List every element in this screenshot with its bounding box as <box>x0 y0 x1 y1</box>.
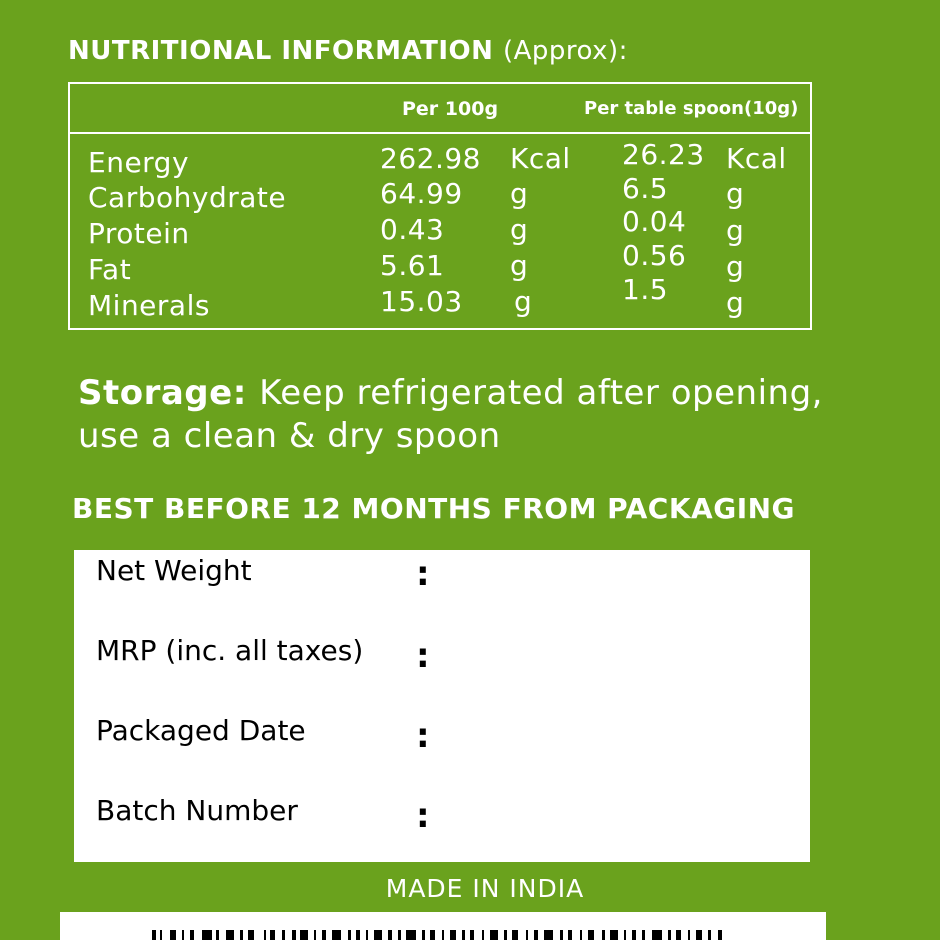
storage-label: Storage: <box>78 373 247 413</box>
barcode-area <box>60 912 826 940</box>
nutrient-value-100g: 5.61 <box>380 249 445 282</box>
mrp-label: MRP (inc. all taxes) <box>96 634 364 667</box>
nutrition-table-header <box>70 84 810 134</box>
packaged-date-label: Packaged Date <box>96 714 306 747</box>
header-per-100g: Per 100g <box>402 98 499 120</box>
nutrient-value-tbsp: 1.5 <box>622 273 669 306</box>
nutrient-value-100g: 15.03 <box>380 285 463 318</box>
nutrient-value-100g: 262.98 <box>380 142 481 175</box>
nutrient-unit-100g: g <box>510 249 529 282</box>
net-weight-colon: : <box>416 554 430 594</box>
nutrient-name-energy: Energy <box>88 146 190 179</box>
nutrition-title <box>68 36 628 66</box>
nutrient-name-minerals: Minerals <box>88 289 210 322</box>
header-per-tablespoon: Per table spoon(10g) <box>584 98 799 119</box>
best-before-notice: BEST BEFORE 12 MONTHS FROM PACKAGING <box>72 492 796 525</box>
nutrient-value-100g: 0.43 <box>380 213 445 246</box>
nutrient-value-tbsp: 26.23 <box>622 138 705 171</box>
nutrient-name-protein: Protein <box>88 217 190 250</box>
packaged-date-colon: : <box>416 716 430 756</box>
batch-number-label: Batch Number <box>96 794 298 827</box>
nutrient-name-fat: Fat <box>88 253 132 286</box>
nutrient-value-100g: 64.99 <box>380 177 463 210</box>
nutrient-unit-tbsp: g <box>726 177 745 210</box>
nutrient-value-tbsp: 6.5 <box>622 172 669 205</box>
nutrient-unit-tbsp: g <box>726 286 745 319</box>
nutrition-title-approx: (Approx): <box>502 36 628 66</box>
storage-text: Keep refrigerated after opening, use a clean & dry spoon <box>78 373 823 456</box>
nutrient-unit-100g: g <box>514 285 533 318</box>
storage-instructions <box>78 372 878 458</box>
mrp-colon: : <box>416 636 430 676</box>
nutrition-title-main: NUTRITIONAL INFORMATION <box>68 36 494 66</box>
nutrient-unit-tbsp: g <box>726 250 745 283</box>
nutrient-unit-tbsp: Kcal <box>726 142 787 175</box>
nutrient-unit-100g: g <box>510 177 529 210</box>
made-in-india-text: MADE IN INDIA <box>385 874 585 903</box>
nutrient-unit-100g: Kcal <box>510 142 571 175</box>
nutrient-name-carbohydrate: Carbohydrate <box>88 181 287 214</box>
nutrition-table <box>68 82 812 330</box>
nutrient-unit-tbsp: g <box>726 214 745 247</box>
nutrient-value-tbsp: 0.04 <box>622 205 687 238</box>
nutrient-value-tbsp: 0.56 <box>622 239 687 272</box>
product-info-box <box>74 550 810 862</box>
made-in-india <box>0 874 940 903</box>
nutrient-unit-100g: g <box>510 213 529 246</box>
barcode-icon <box>152 930 732 940</box>
net-weight-label: Net Weight <box>96 554 252 587</box>
batch-number-colon: : <box>416 796 430 836</box>
